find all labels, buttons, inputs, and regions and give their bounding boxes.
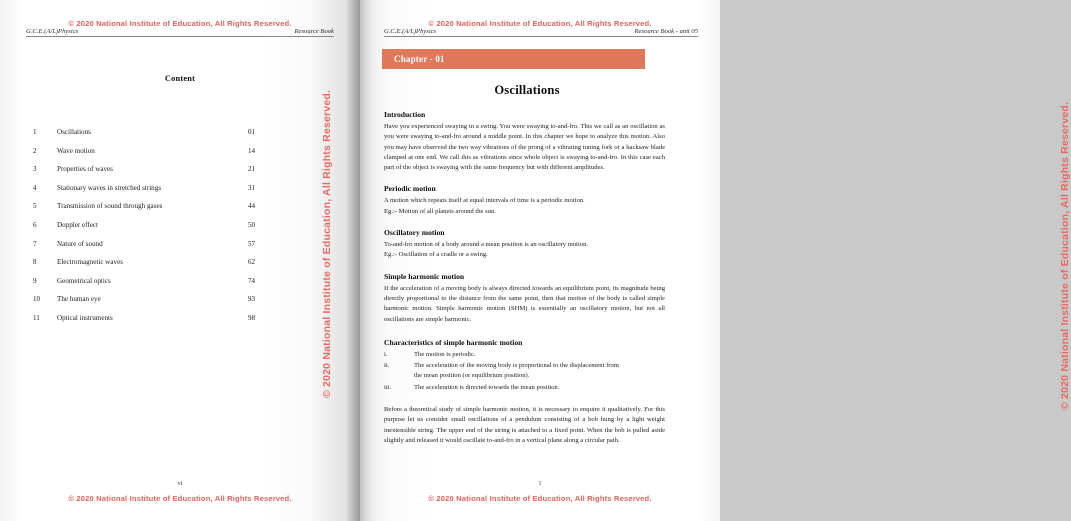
chapter-body [384,110,665,446]
watermark-left-page: © 2020 National Institute of Education, All Rights Reserved. [321,89,333,398]
toc-row[interactable] [33,295,278,314]
toc-row-page: 57 [248,239,256,248]
toc-row-number: 4 [33,183,37,192]
toc-row-title: Wave motion [57,146,95,155]
list-item-continuation: the mean position (or equilibrium position). [414,372,530,380]
copyright-notice-bottom-right: © 2020 National Institute of Education, All Rights Reserved. [428,494,652,503]
copyright-notice-bottom-left: © 2020 National Institute of Education, All Rights Reserved. [68,494,292,503]
toc-row-number: 11 [33,313,40,322]
spacer [384,173,665,184]
spacer [384,217,665,228]
running-head-right-text: Resource Book - unit 05 [634,28,698,35]
toc-row-number: 3 [33,165,37,174]
list-item-marker: i. [384,350,388,358]
toc-row[interactable] [33,258,278,277]
toc-row-page: 93 [248,295,256,304]
table-of-contents [33,128,278,333]
toc-row[interactable] [33,240,278,259]
list-item [384,361,665,382]
toc-row-page: 31 [248,183,256,192]
spacer [384,261,665,272]
example-oscillatory-motion: Eg.:- Oscillation of a cradle or a swing. [384,251,488,259]
toc-row-title: The human eye [57,295,101,304]
toc-row-page: 14 [248,146,256,155]
running-head-left-text: G.C.E.(A/L)Physics [26,28,79,35]
toc-row-number: 6 [33,220,37,229]
chapter-banner-label: Chapter - 01 [394,54,445,64]
chapter-title: Oscillations [494,83,560,97]
gutter-shadow-right [360,0,374,521]
toc-row-title: Nature of sound [57,239,103,248]
running-head-right-page [384,28,698,37]
chapter-banner [382,49,645,69]
toc-row-number: 8 [33,258,37,267]
paragraph-simple-harmonic-motion: If the acceleration of a moving body is always directed towards an equilibrium point, its magnitude being directly proportional to the distance from the same point, then that motion of the body is called simple harmonic motion. Simple harmonic motion (SHM) is essentially an oscillatory motion, but not all oscillations are simple harmonic. [384,284,665,323]
toc-row-page: 44 [248,202,256,211]
running-head-left-page [26,28,334,37]
folio-left-page: vi [177,481,183,487]
toc-row[interactable] [33,202,278,221]
toc-row[interactable] [33,277,278,296]
copyright-notice-top-right: © 2020 National Institute of Education, All Rights Reserved. [428,19,652,28]
toc-row-number: 1 [33,128,37,136]
list-item-marker: ii. [384,362,390,370]
toc-row-title: Optical instruments [57,313,113,322]
section-heading-periodic-motion: Periodic motion [384,184,436,194]
list-item-text: The acceleration is directed towards the mean position. [414,383,560,391]
paragraph-closing: Before a theoretical study of simple harmonic motion, it is necessary to enquire it qualitatively. For this purpose let us consider small oscillations of a pendulum consisting of a bob hung by a light weight inextensible string. The upper end of the string is attached to a fixed point. When the bob is pulled aside slightly and released it would oscillate to-and-fro in a vertical plane along a circular path. [384,406,665,444]
paragraph-periodic-motion: A motion which repeats itself at equal intervals of time is a periodic motion. [384,197,585,205]
right-page [360,0,1071,521]
toc-row-number: 5 [33,202,37,211]
list-item [384,383,665,393]
paragraph-oscillatory-motion: To-and-fro motion of a body around a mean position is an oscillatory motion. [384,241,589,249]
running-head-left-text: G.C.E.(A/L)Physics [384,28,437,35]
section-heading-simple-harmonic-motion: Simple harmonic motion [384,271,465,281]
toc-row-title: Properties of waves [57,165,113,174]
characteristics-list [384,350,665,393]
toc-row[interactable] [33,165,278,184]
toc-row-title: Oscillations [57,128,91,136]
toc-row-title: Transmission of sound through gases [57,202,163,211]
left-page [0,0,360,521]
example-periodic-motion: Eg.:- Motion of all planets around the sun. [384,207,496,215]
toc-row-page: 98 [248,313,256,322]
toc-row-number: 7 [33,239,37,248]
page-title: Content [164,74,196,83]
list-item-marker: iii. [384,383,392,391]
toc-row-title: Geometrical optics [57,276,111,285]
toc-row[interactable] [33,221,278,240]
spacer [384,325,665,338]
toc-row-title: Stationary waves in stretched strings [57,183,162,192]
watermark-right-page: © 2020 National Institute of Education, All Rights Reserved. [1059,101,1071,410]
running-head-right-text: Resource Book [294,28,334,35]
toc-row-page: 21 [248,165,256,174]
copyright-notice-top-left: © 2020 National Institute of Education, All Rights Reserved. [68,19,292,28]
section-heading-characteristics: Characteristics of simple harmonic motion [384,337,523,347]
toc-row-page: 74 [248,276,256,285]
toc-row-number: 2 [33,146,37,155]
toc-row-number: 10 [33,295,41,304]
toc-row-number: 9 [33,276,37,285]
list-item-text: The acceleration of the moving body is proportional to the displacement from [414,362,619,370]
toc-row[interactable] [33,128,278,147]
toc-row[interactable] [33,314,278,333]
list-item-text: The motion is periodic. [414,350,476,358]
toc-row-title: Doppler effect [57,220,99,229]
section-heading-introduction: Introduction [384,110,426,119]
toc-row-title: Electromagnetic waves [57,258,123,267]
section-heading-oscillatory-motion: Oscillatory motion [384,228,445,238]
list-item [384,350,665,360]
toc-row-page: 50 [248,220,256,229]
toc-row[interactable] [33,184,278,203]
spacer [384,394,665,405]
toc-row-page: 01 [248,128,256,136]
paragraph-introduction: Have you experienced swaying in a swing. You were swaying to-and-fro. This we call as an oscillation as you were swaying to-and-fro around a middle point. In this chapter we hope to analyze this motion. Also you may have observed the two way vibrations of the prong of a vibrating tuning fork or a hacksaw blade clamped at one end. We call this as vibrations since whole object is swaying to-and-fro. In this case each part of the object is swaying with the same frequency but with different amplitudes. [384,123,665,172]
toc-row[interactable] [33,147,278,166]
toc-row-page: 62 [248,258,256,267]
folio-right-page: 1 [538,481,542,487]
